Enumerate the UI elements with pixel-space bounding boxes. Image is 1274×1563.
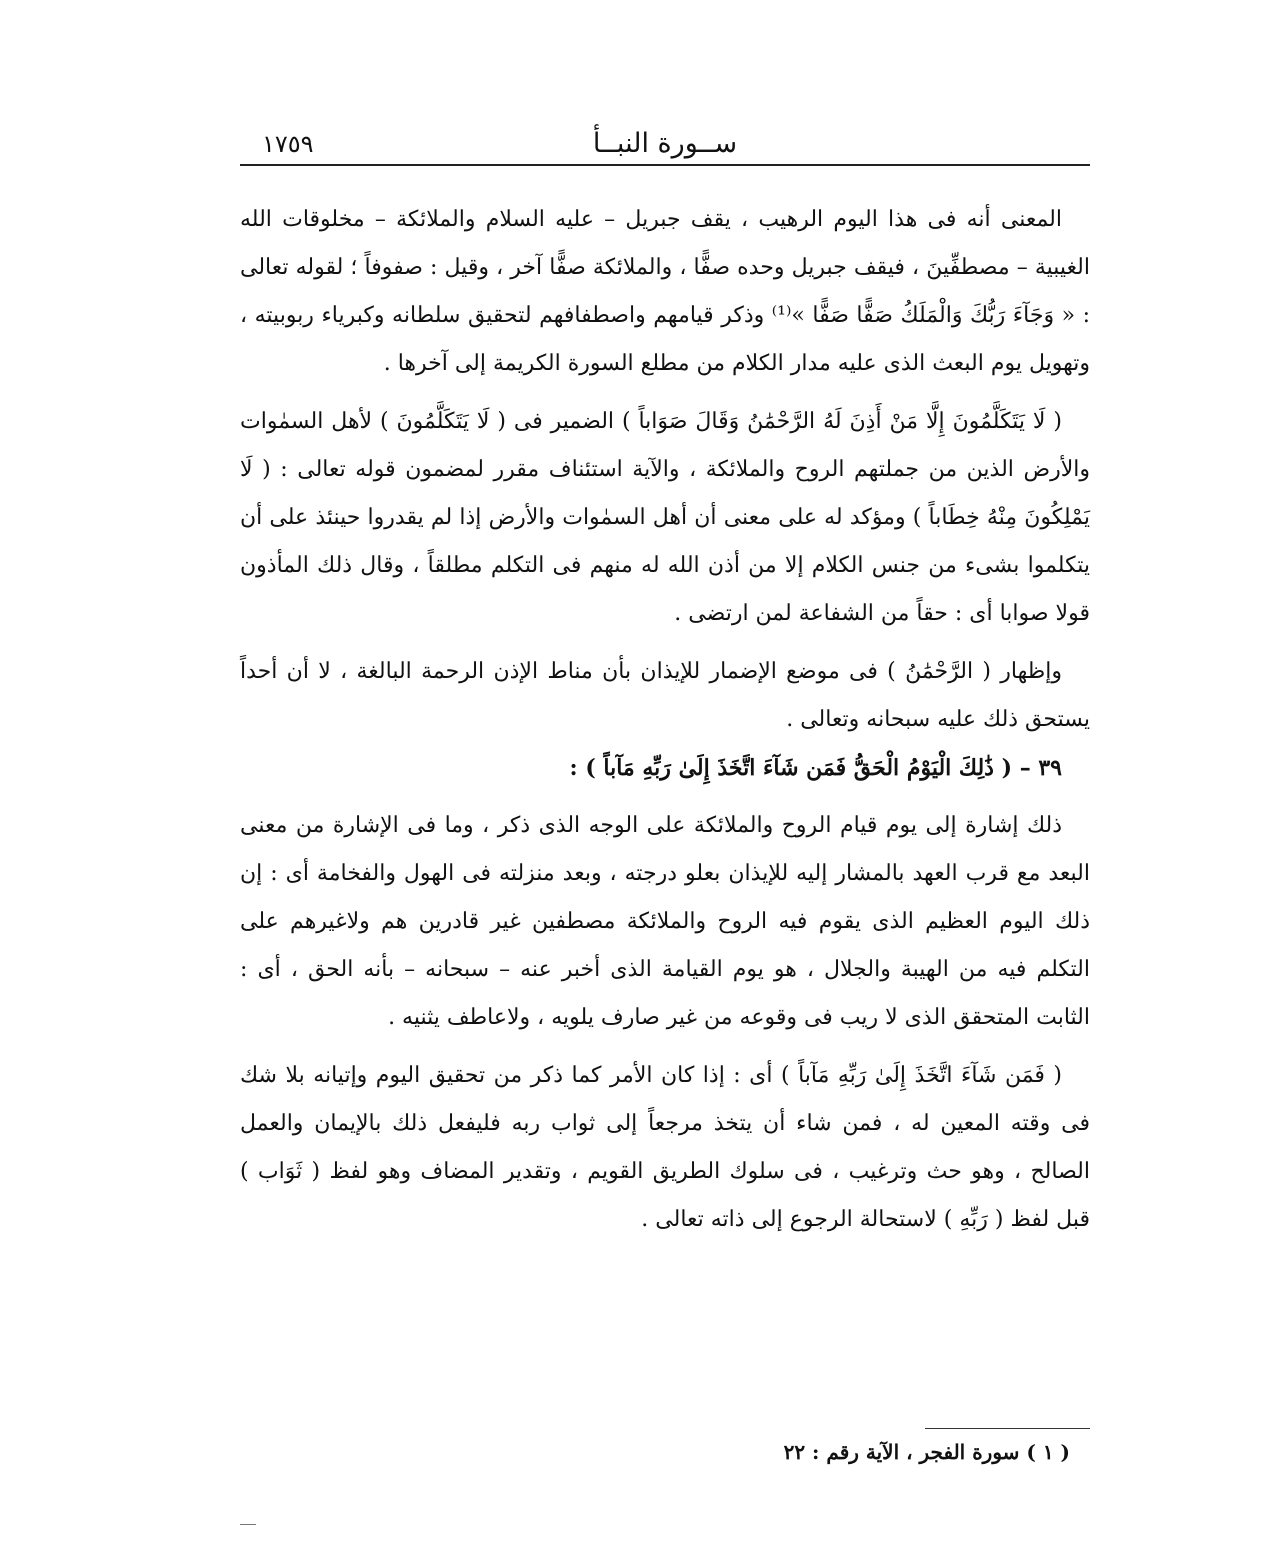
page-header <box>240 126 1090 166</box>
page-body <box>240 196 1090 1244</box>
page-number: ١٧٥٩ <box>262 130 314 158</box>
header-divider <box>240 164 1090 166</box>
paragraph-2: ( لَا يَتَكَلَّمُونَ إِلَّا مَنْ أَذِنَ لَهُ الرَّحْمَٰنُ وَقَالَ صَوَاباً ) الضمير فى ( لَا يَتَكَلَّمُونَ ) لأهل السمٰوات والأرض الذين من جملتهم الروح والملائكة ، والآية استئناف مقرر لمضمون قوله تعالى : ( لَا يَمْلِكُونَ مِنْهُ خِطَاباً ) ومؤكد له على معنى أن أهل السمٰوات والأرض إذا لم يقدروا حينئذ على أن يتكلموا بشىء من جنس الكلام إلا من أذن الله له منهم فى التكلم مطلقاً ، وقال ذلك المأذون قولا صوابا أى : حقاً من الشفاعة لمن ارتضى . <box>240 409 1090 626</box>
paragraph-1: المعنى أنه فى هذا اليوم الرهيب ، يقف جبريل – عليه السلام والملائكة – مخلوقات الله الغيبية – مصطفِّينَ ، فيقف جبريل وحده صفًّا ، والملائكة صفًّا آخر ، وقيل : صفوفاً ؛ لقوله تعالى : « وَجَآءَ رَبُّكَ وَالْمَلَكُ صَفًّا صَفًّا »⁽¹⁾ وذكر قيامهم واصطفافهم لتحقيق سلطانه وكبرياء ربوبيته ، وتهويل يوم البعث الذى عليه مدار الكلام من مطلع السورة الكريمة إلى آخرها . <box>240 207 1090 376</box>
paragraph-3: وإظهار ( الرَّحْمَٰنُ ) فى موضع الإضمار للإيذان بأن مناط الإذن الرحمة البالغة ، لا أن أحداً يستحق ذلك عليه سبحانه وتعالى . <box>240 659 1090 732</box>
paragraph-5: ( فَمَن شَآءَ اتَّخَذَ إِلَىٰ رَبِّهِ مَآباً ) أى : إذا كان الأمر كما ذكر من تحقيق اليوم وإتيانه بلا شك فى وقته المعين له ، فمن شاء أن يتخذ مرجعاً إلى ثواب ربه فليفعل ذلك بالإيمان والعمل الصالح ، وهو حث وترغيب ، فى سلوك الطريق القويم ، وتقدير المضاف وهو لفظ ( ثَوَاب ) قبل لفظ ( رَبِّهِ ) لاستحالة الرجوع إلى ذاته تعالى . <box>240 1063 1090 1232</box>
footnote-divider <box>925 1428 1090 1429</box>
verse-heading: ٣٩ – ( ذَٰلِكَ الْيَوْمُ الْحَقُّ فَمَن شَآءَ اتَّخَذَ إِلَىٰ رَبِّهِ مَآباً ) : <box>569 755 1062 781</box>
scan-mark <box>240 1524 256 1525</box>
surah-title: ســورة النبــأ <box>592 128 738 159</box>
footnote: ( ١ ) سورة الفجر ، الآية رقم : ٢٢ <box>783 1440 1070 1464</box>
paragraph-4: ذلك إشارة إلى يوم قيام الروح والملائكة على الوجه الذى ذكر ، وما فى الإشارة من معنى البعد مع قرب العهد بالمشار إليه للإيذان بعلو درجته ، وبعد منزلته فى الهول والفخامة أى : إن ذلك اليوم العظيم الذى يقوم فيه الروح والملائكة مصطفين غير قادرين هم ولاغيرهم على التكلم فيه من الهيبة والجلال ، هو يوم القيامة الذى أخبر عنه – سبحانه – بأنه الحق ، أى : الثابت المتحقق الذى لا ريب فى وقوعه من غير صارف يلويه ، ولاعاطف يثنيه . <box>240 813 1090 1030</box>
